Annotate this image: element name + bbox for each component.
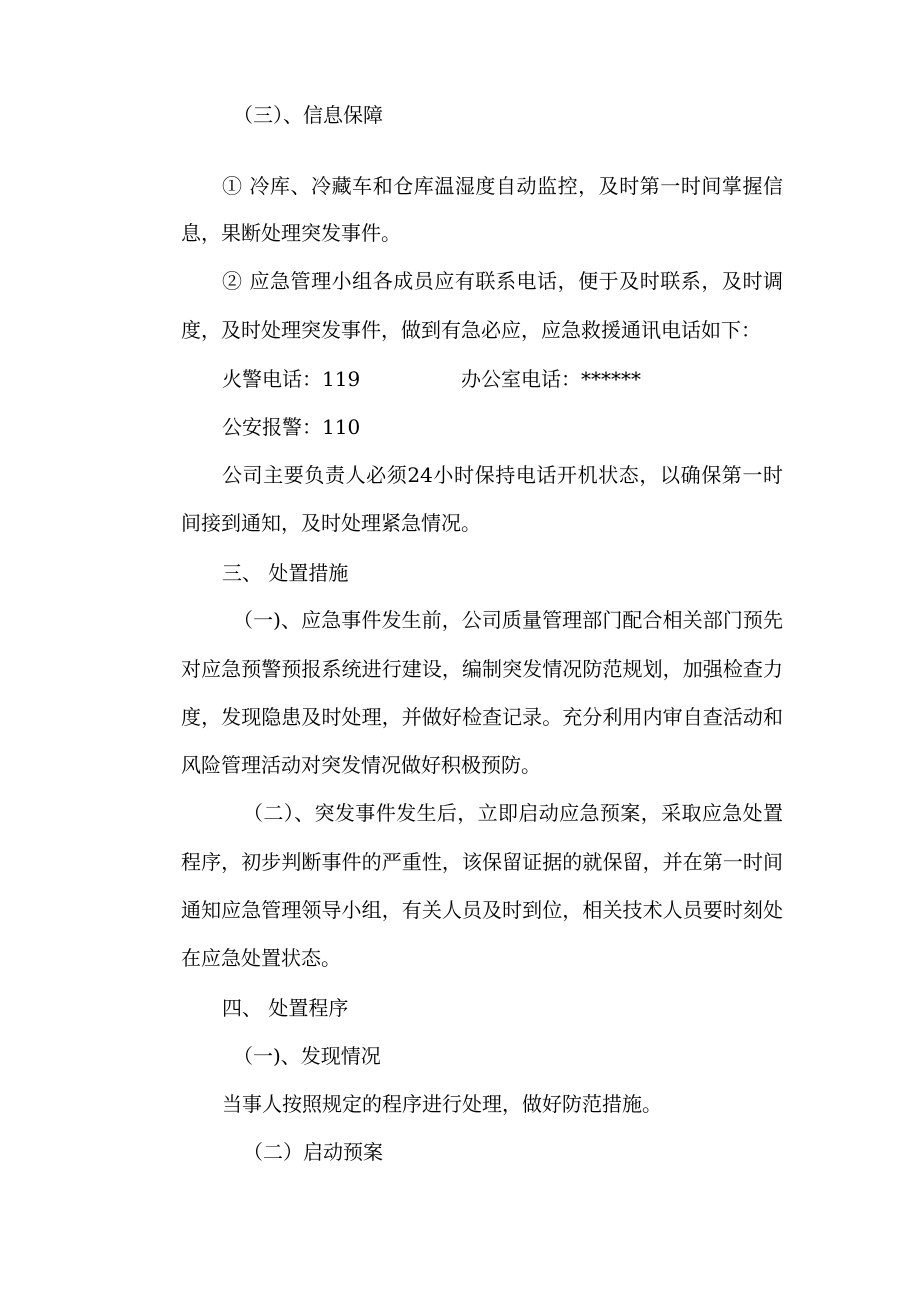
measures-para-2-line-1: （二）、突发事件发生后，立即启动应急预案，采取应急处置	[243, 801, 783, 825]
measures-para-2-line-2: 程序，初步判断事件的严重性，该保留证据的就保留，并在第一时间	[181, 850, 783, 874]
section-heading-info-guarantee: （三）、信息保障	[233, 103, 383, 127]
leader-note-line-1: 公司主要负责人必须24小时保持电话开机状态，以确保第一时	[222, 463, 783, 487]
procedure-sub-heading-2: （二）启动预案	[243, 1140, 383, 1164]
section-heading-measures: 三、 处置措施	[222, 561, 349, 585]
measures-para-1-line-3: 度，发现隐患及时处理，并做好检查记录。充分利用内审自查活动和	[181, 705, 783, 729]
info-item-1-line-2: 息，果断处理突发事件。	[181, 221, 401, 245]
info-item-2-line-2: 度，及时处理突发事件，做到有急必应，应急救援通讯电话如下：	[181, 318, 761, 342]
procedure-sub-heading-1: （一)、发现情况	[233, 1044, 381, 1068]
leader-note-line-2: 间接到通知，及时处理紧急情况。	[181, 511, 481, 535]
measures-para-1-line-4: 风险管理活动对突发情况做好积极预防。	[181, 753, 541, 777]
office-phone: 办公室电话：******	[461, 367, 641, 391]
procedure-sub-1-text: 当事人按照规定的程序进行处理，做好防范措施。	[222, 1092, 662, 1116]
measures-para-1-line-2: 对应急预警预报系统进行建设，编制突发情况防范规划，加强检查力	[181, 657, 783, 681]
measures-para-1-line-1: （一)、应急事件发生前，公司质量管理部门配合相关部门预先	[233, 608, 783, 632]
info-item-2-line-1: ② 应急管理小组各成员应有联系电话，便于及时联系，及时调	[222, 269, 783, 293]
fire-phone: 火警电话：119	[222, 367, 361, 391]
info-item-1-line-1: ① 冷库、冷藏车和仓库温湿度自动监控，及时第一时间掌握信	[222, 174, 783, 198]
measures-para-2-line-4: 在应急处置状态。	[181, 946, 341, 970]
section-heading-procedure: 四、 处置程序	[222, 996, 349, 1020]
measures-para-2-line-3: 通知应急管理领导小组，有关人员及时到位，相关技术人员要时刻处	[181, 898, 783, 922]
police-phone: 公安报警：110	[222, 415, 361, 439]
